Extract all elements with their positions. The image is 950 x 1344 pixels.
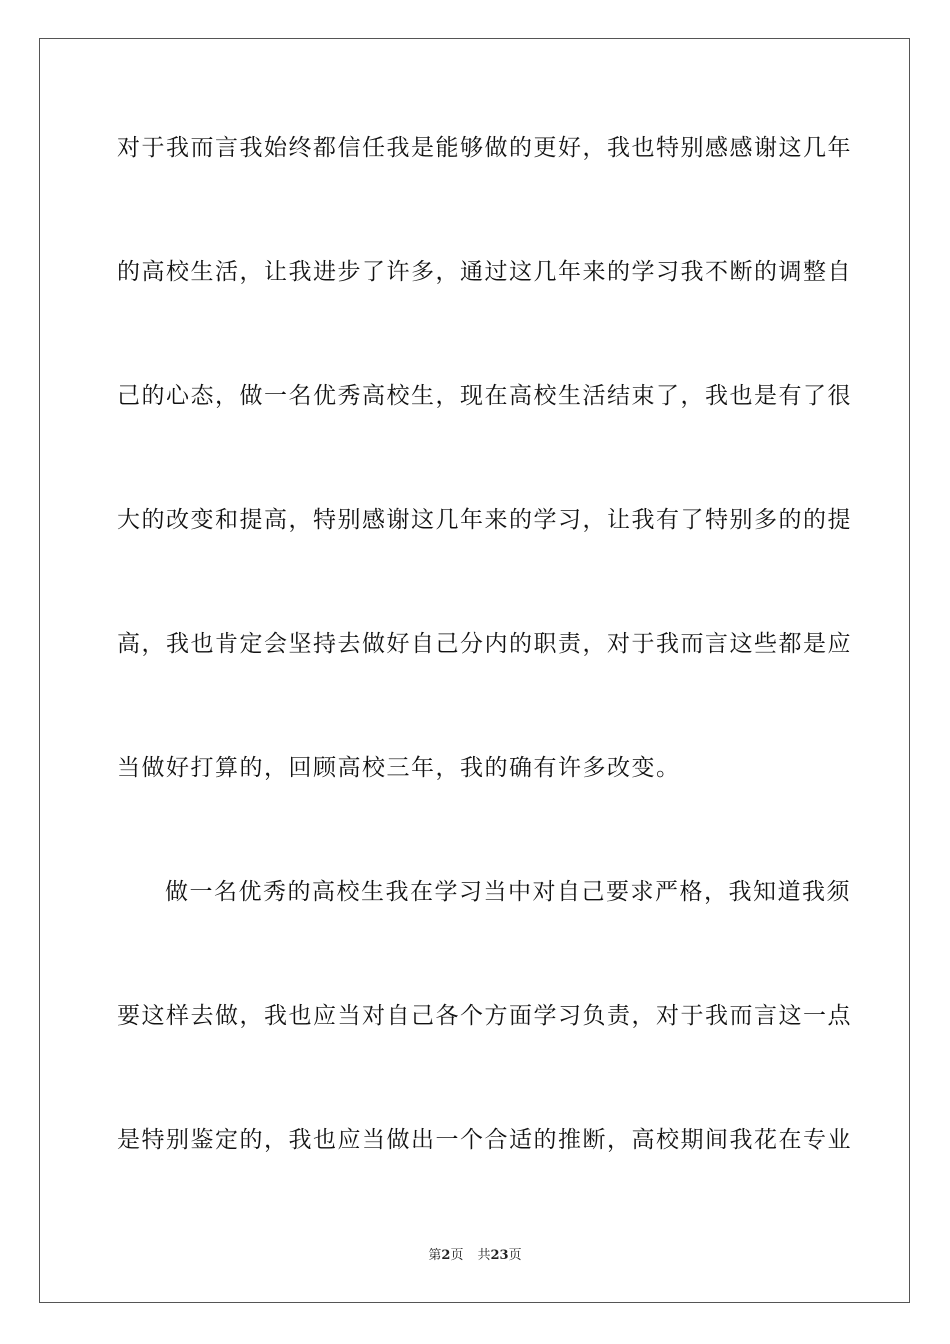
page-prefix: 第 [428,1248,442,1263]
page-suffix: 页 [450,1248,464,1263]
paragraph-line: 己的心态，做一名优秀高校生，现在高校生活结束了，我也是有了很 [117,383,852,409]
paragraph-line: 当做好打算的，回顾高校三年，我的确有许多改变。 [117,755,681,781]
total-suffix: 页 [508,1248,522,1263]
page-border [39,38,910,1303]
page-number: 2 [441,1248,451,1263]
total-prefix: 共 [477,1248,491,1263]
total-pages: 23 [490,1248,509,1263]
paragraph-line: 要这样去做，我也应当对自己各个方面学习负责，对于我而言这一点 [117,1003,852,1029]
paragraph-line: 对于我而言我始终都信任我是能够做的更好，我也特别感感谢这几年 [117,135,852,161]
paragraph-line: 高，我也肯定会坚持去做好自己分内的职责，对于我而言这些都是应 [117,631,852,657]
paragraph-line: 做一名优秀的高校生我在学习当中对自己要求严格，我知道我须 [165,879,851,905]
page-footer [0,1246,950,1266]
paragraph-line: 是特别鉴定的，我也应当做出一个合适的推断，高校期间我花在专业 [117,1127,852,1153]
paragraph-line: 大的改变和提高，特别感谢这几年来的学习，让我有了特别多的的提 [117,507,852,533]
paragraph-line: 的高校生活，让我进步了许多，通过这几年来的学习我不断的调整自 [117,259,852,285]
